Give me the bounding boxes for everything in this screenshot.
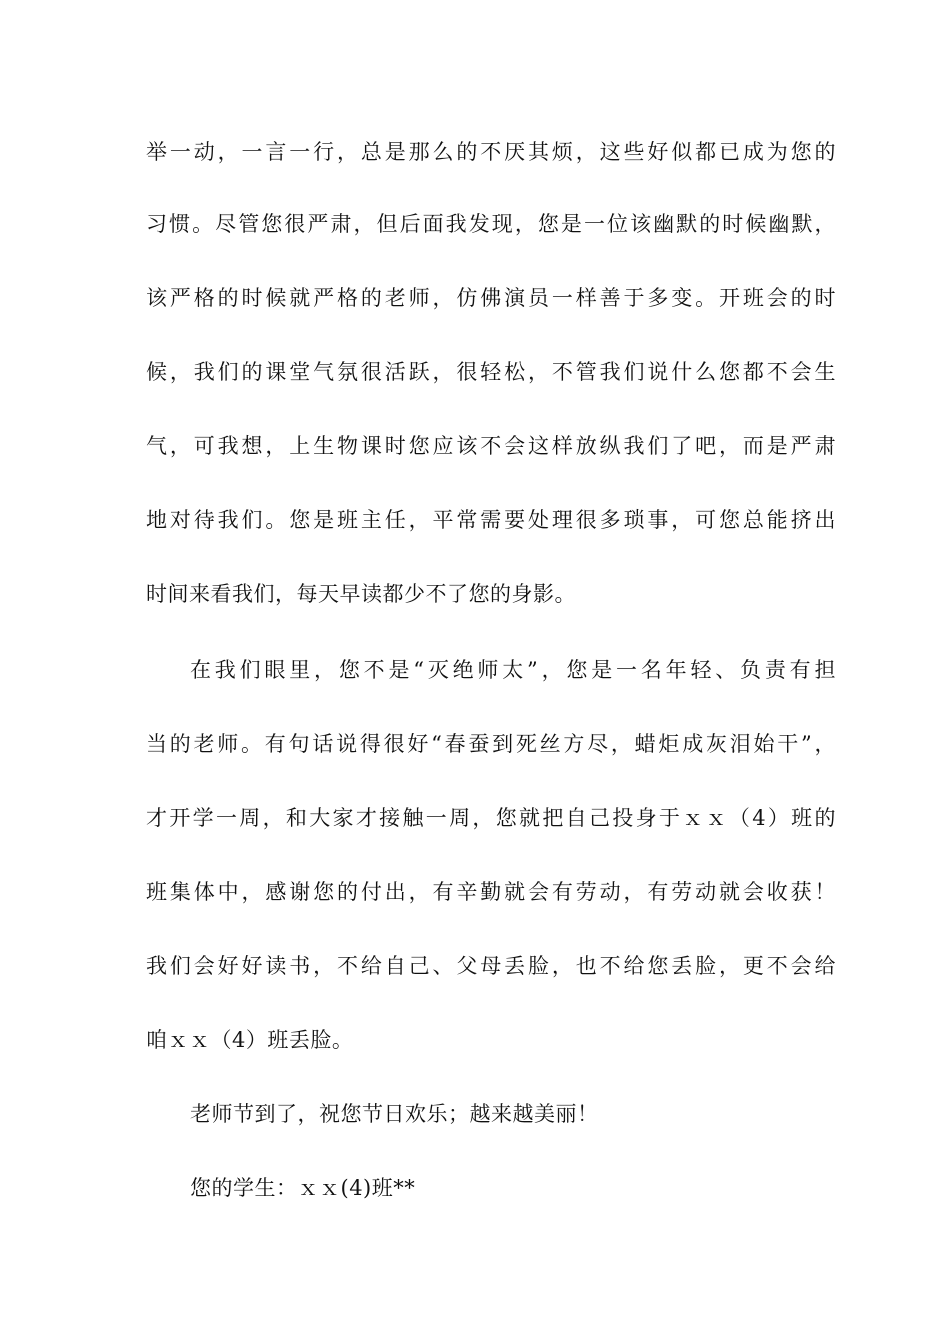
text-line-3: 该严格的时候就严格的老师，仿佛演员一样善于多变。开班会的时	[146, 286, 836, 310]
text-line-12: 我们会好好读书，不给自己、父母丢脸，也不给您丢脸，更不会给	[146, 954, 836, 978]
text-line-1: 举一动，一言一行，总是那么的不厌其烦，这些好似都已成为您的	[146, 140, 836, 164]
text-line-4: 候，我们的课堂气氛很活跃，很轻松，不管我们说什么您都不会生	[146, 360, 836, 384]
text-line-8: 在我们眼里，您不是“灭绝师太”，您是一名年轻、负责有担	[190, 658, 836, 682]
text-line-5: 气，可我想，上生物课时您应该不会这样放纵我们了吧，而是严肃	[146, 434, 836, 458]
text-line-7: 时间来看我们，每天早读都少不了您的身影。	[146, 582, 576, 606]
text-line-2: 习惯。尽管您很严肃，但后面我发现，您是一位该幽默的时候幽默，	[146, 212, 836, 236]
text-line-11: 班集体中，感谢您的付出，有辛勤就会有劳动，有劳动就会收获！	[146, 880, 836, 904]
text-line-10: 才开学一周，和大家才接触一周，您就把自己投身于ｘｘ（4）班的	[146, 806, 836, 830]
greeting-line: 老师节到了，祝您节日欢乐；越来越美丽！	[190, 1102, 599, 1126]
text-line-9: 当的老师。有句话说得很好“春蚕到死丝方尽，蜡炬成灰泪始干”，	[146, 732, 836, 756]
signature-line: 您的学生：ｘｘ(4)班**	[190, 1176, 416, 1200]
text-line-13: 咱ｘｘ（4）班丢脸。	[146, 1028, 354, 1052]
text-line-6: 地对待我们。您是班主任，平常需要处理很多琐事，可您总能挤出	[146, 508, 836, 532]
